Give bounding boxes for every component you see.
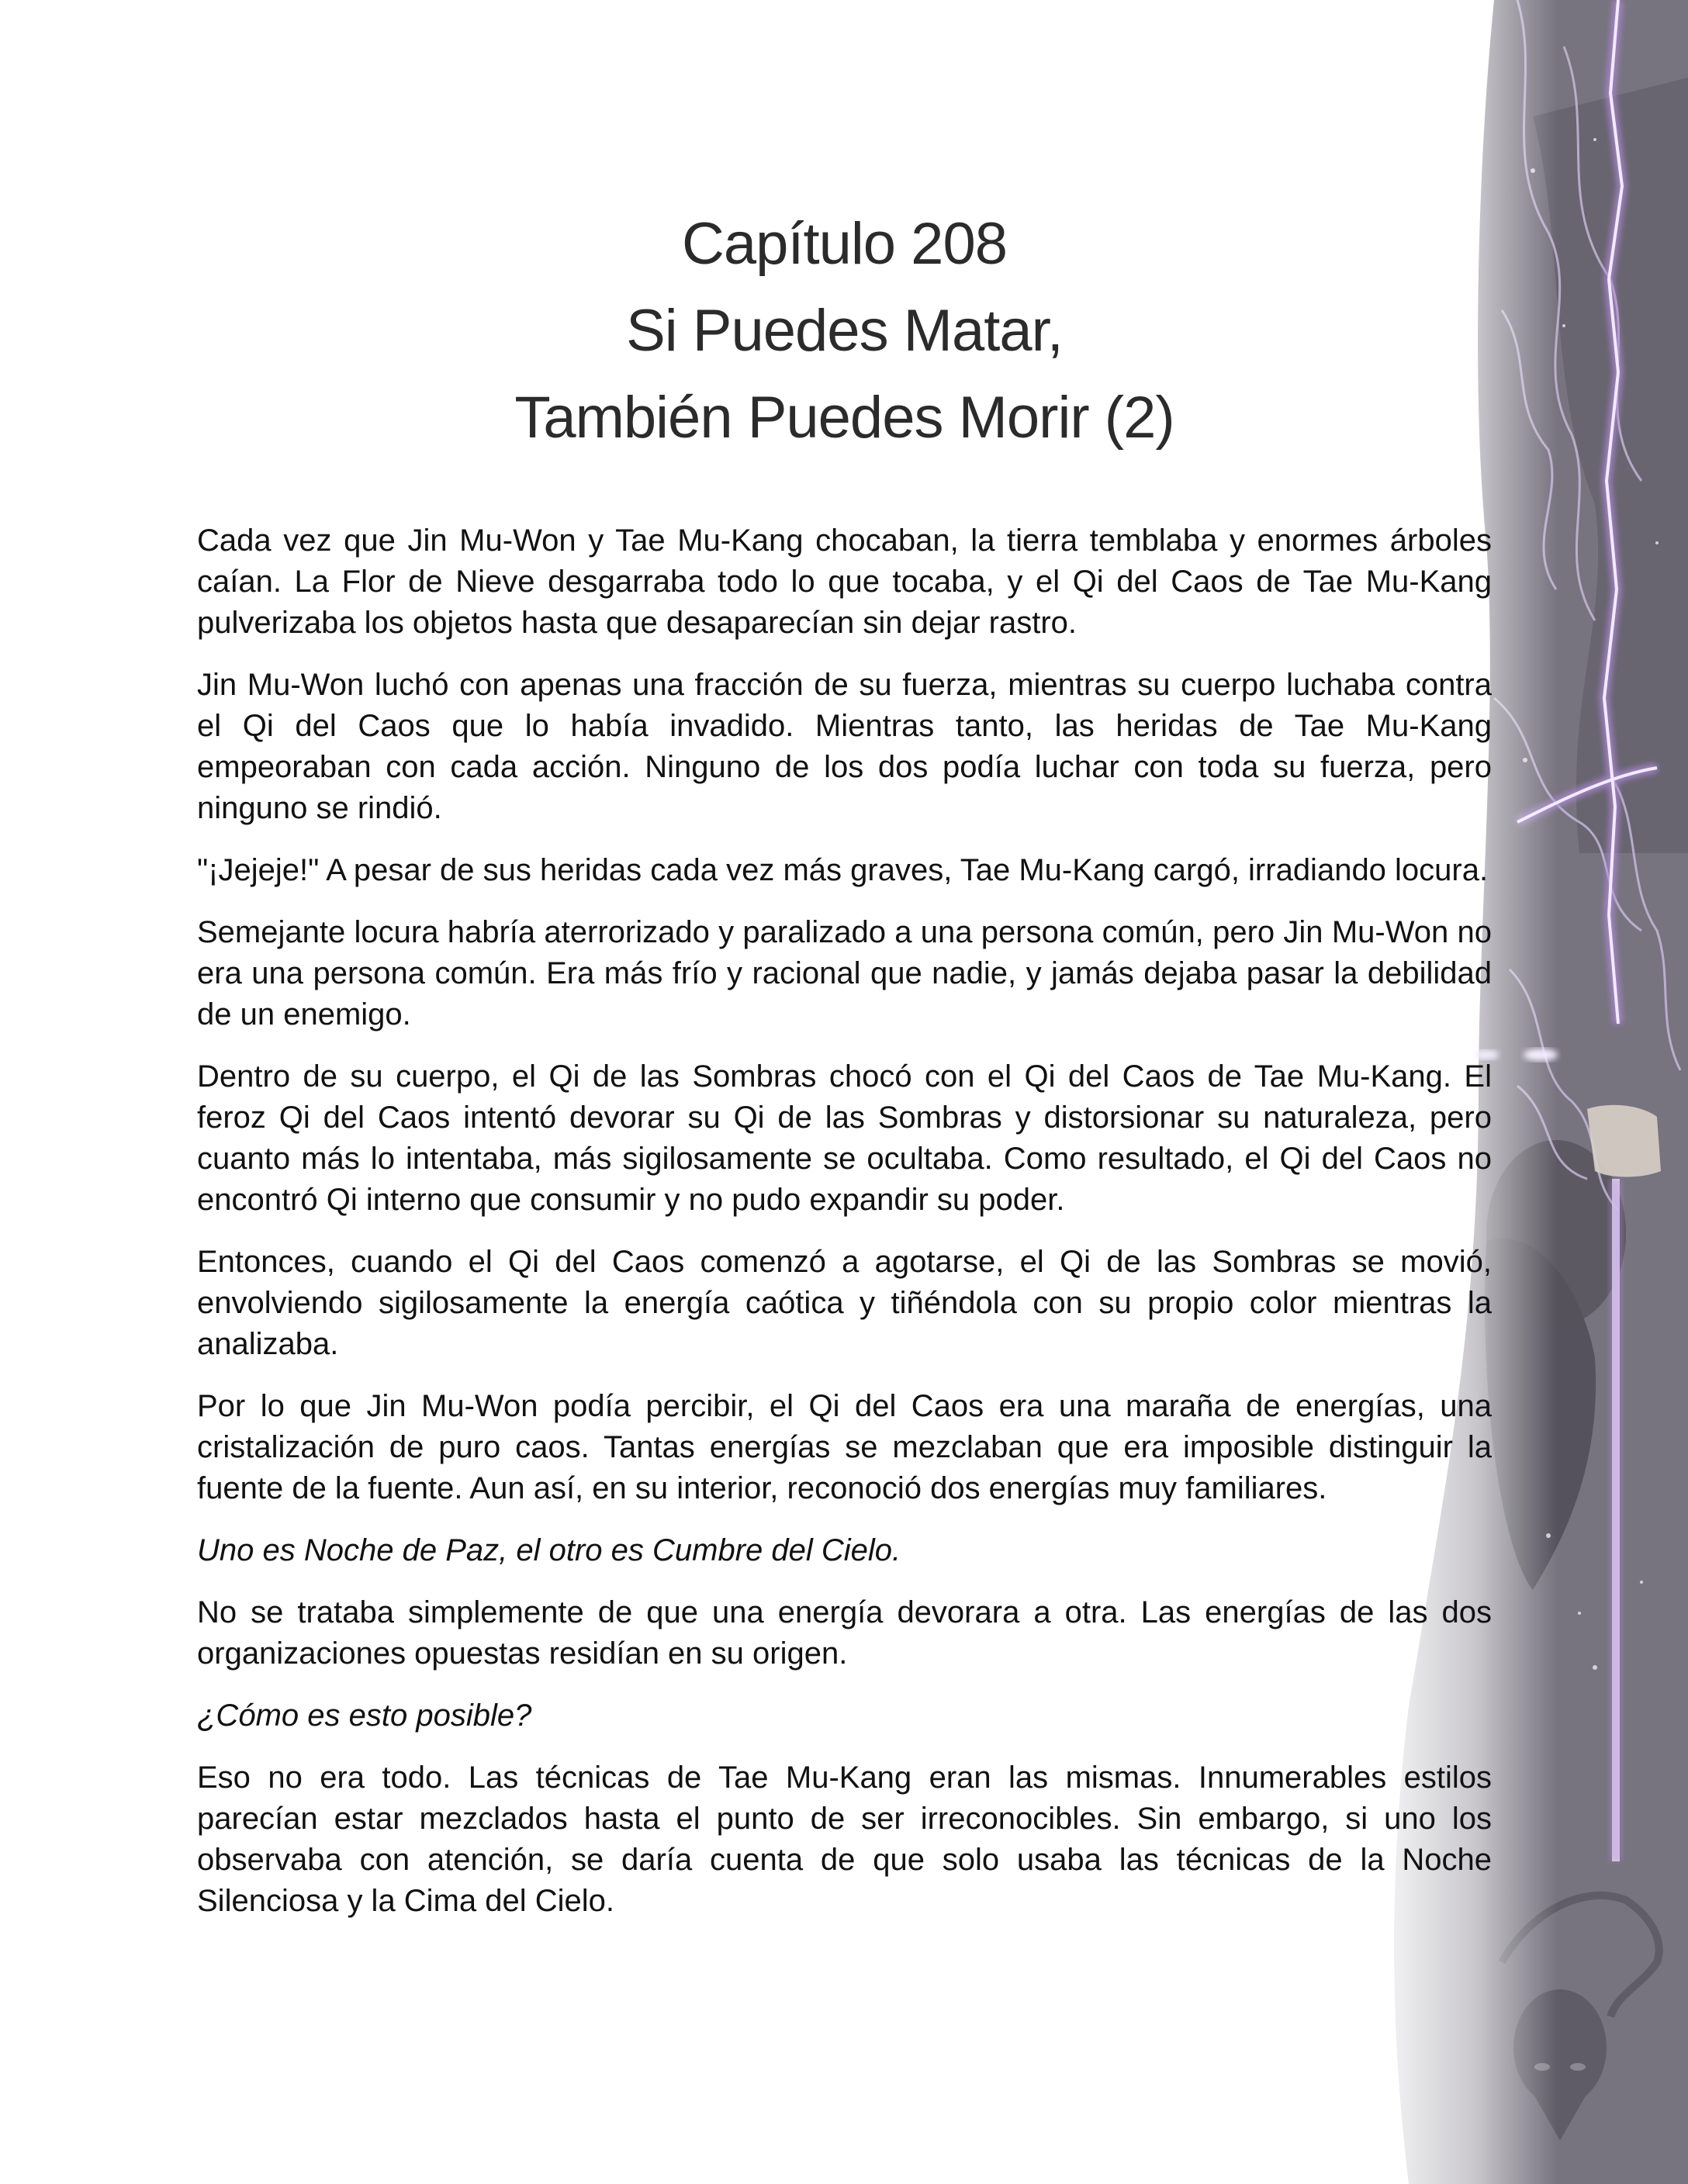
paragraph: "¡Jejeje!" A pesar de sus heridas cada vez más graves, Tae Mu-Kang cargó, irradiando locura. [197,853,1489,887]
italic-thought: ¿Cómo es esto posible? [197,1698,532,1733]
paragraph: Cada vez que Jin Mu-Won y Tae Mu-Kang chocaban, la tierra temblaba y enormes árboles caían. La Flor de Nieve desgarraba todo lo que tocaba, y el Qi del Caos de Tae Mu-Kang pulverizaba los objetos hasta que desaparecían sin dejar rastro. [197,524,1492,640]
paragraph: Eso no era todo. Las técnicas de Tae Mu-Kang eran las mismas. Innumerables estilos parecían estar mezclados hasta el punto de ser irreconocibles. Sin embargo, si uno los observaba con atención, se daría cuenta de que solo usaba las técnicas de la Noche Silenciosa y la Cima del Cielo. [197,1761,1492,1918]
paragraph: Semejante locura habría aterrorizado y paralizado a una persona común, pero Jin Mu-Won no era una persona común. Era más frío y racional que nadie, y jamás dejaba pasar la debilidad de un enemigo. [197,915,1492,1032]
italic-thought: Uno es Noche de Paz, el otro es Cumbre del Cielo. [197,1533,901,1567]
paragraph: Dentro de su cuerpo, el Qi de las Sombras chocó con el Qi del Caos de Tae Mu-Kang. El feroz Qi del Caos intentó devorar su Qi de las Sombras y distorsionar su naturaleza, pero cuanto más lo intentaba, más sigilosamente se ocultaba. Como resultado, el Qi del Caos no encontró Qi interno que consumir y no pudo expandir su poder. [197,1059,1492,1217]
chapter-title-line-1: Si Puedes Matar, [626,298,1063,364]
chapter-heading [197,201,1492,461]
paragraph: Entonces, cuando el Qi del Caos comenzó a agotarse, el Qi de las Sombras se movió, envolviendo sigilosamente la energía caótica y tiñéndola con su propio color mientras la analizaba. [197,1245,1492,1361]
paragraph: No se trataba simplemente de que una energía devorara a otra. Las energías de las dos organizaciones opuestas residían en su origen. [197,1595,1492,1671]
chapter-title-line-2: También Puedes Morir (2) [514,385,1174,451]
chapter-number: Capítulo 208 [682,211,1007,277]
paragraph: Por lo que Jin Mu-Won podía percibir, el Qi del Caos era una maraña de energías, una cristalización de puro caos. Tantas energías se mezclaban que era imposible distinguir la fuente de la fuente. Aun así, en su interior, reconoció dos energías muy familiares. [197,1389,1492,1505]
chapter-body [197,520,1492,1943]
paragraph: Jin Mu-Won luchó con apenas una fracción de su fuerza, mientras su cuerpo luchaba contra el Qi del Caos que lo había invadido. Mientras tanto, las heridas de Tae Mu-Kang empeoraban con cada acción. Ninguno de los dos podía luchar con toda su fuerza, pero ninguno se rindió. [197,668,1492,825]
